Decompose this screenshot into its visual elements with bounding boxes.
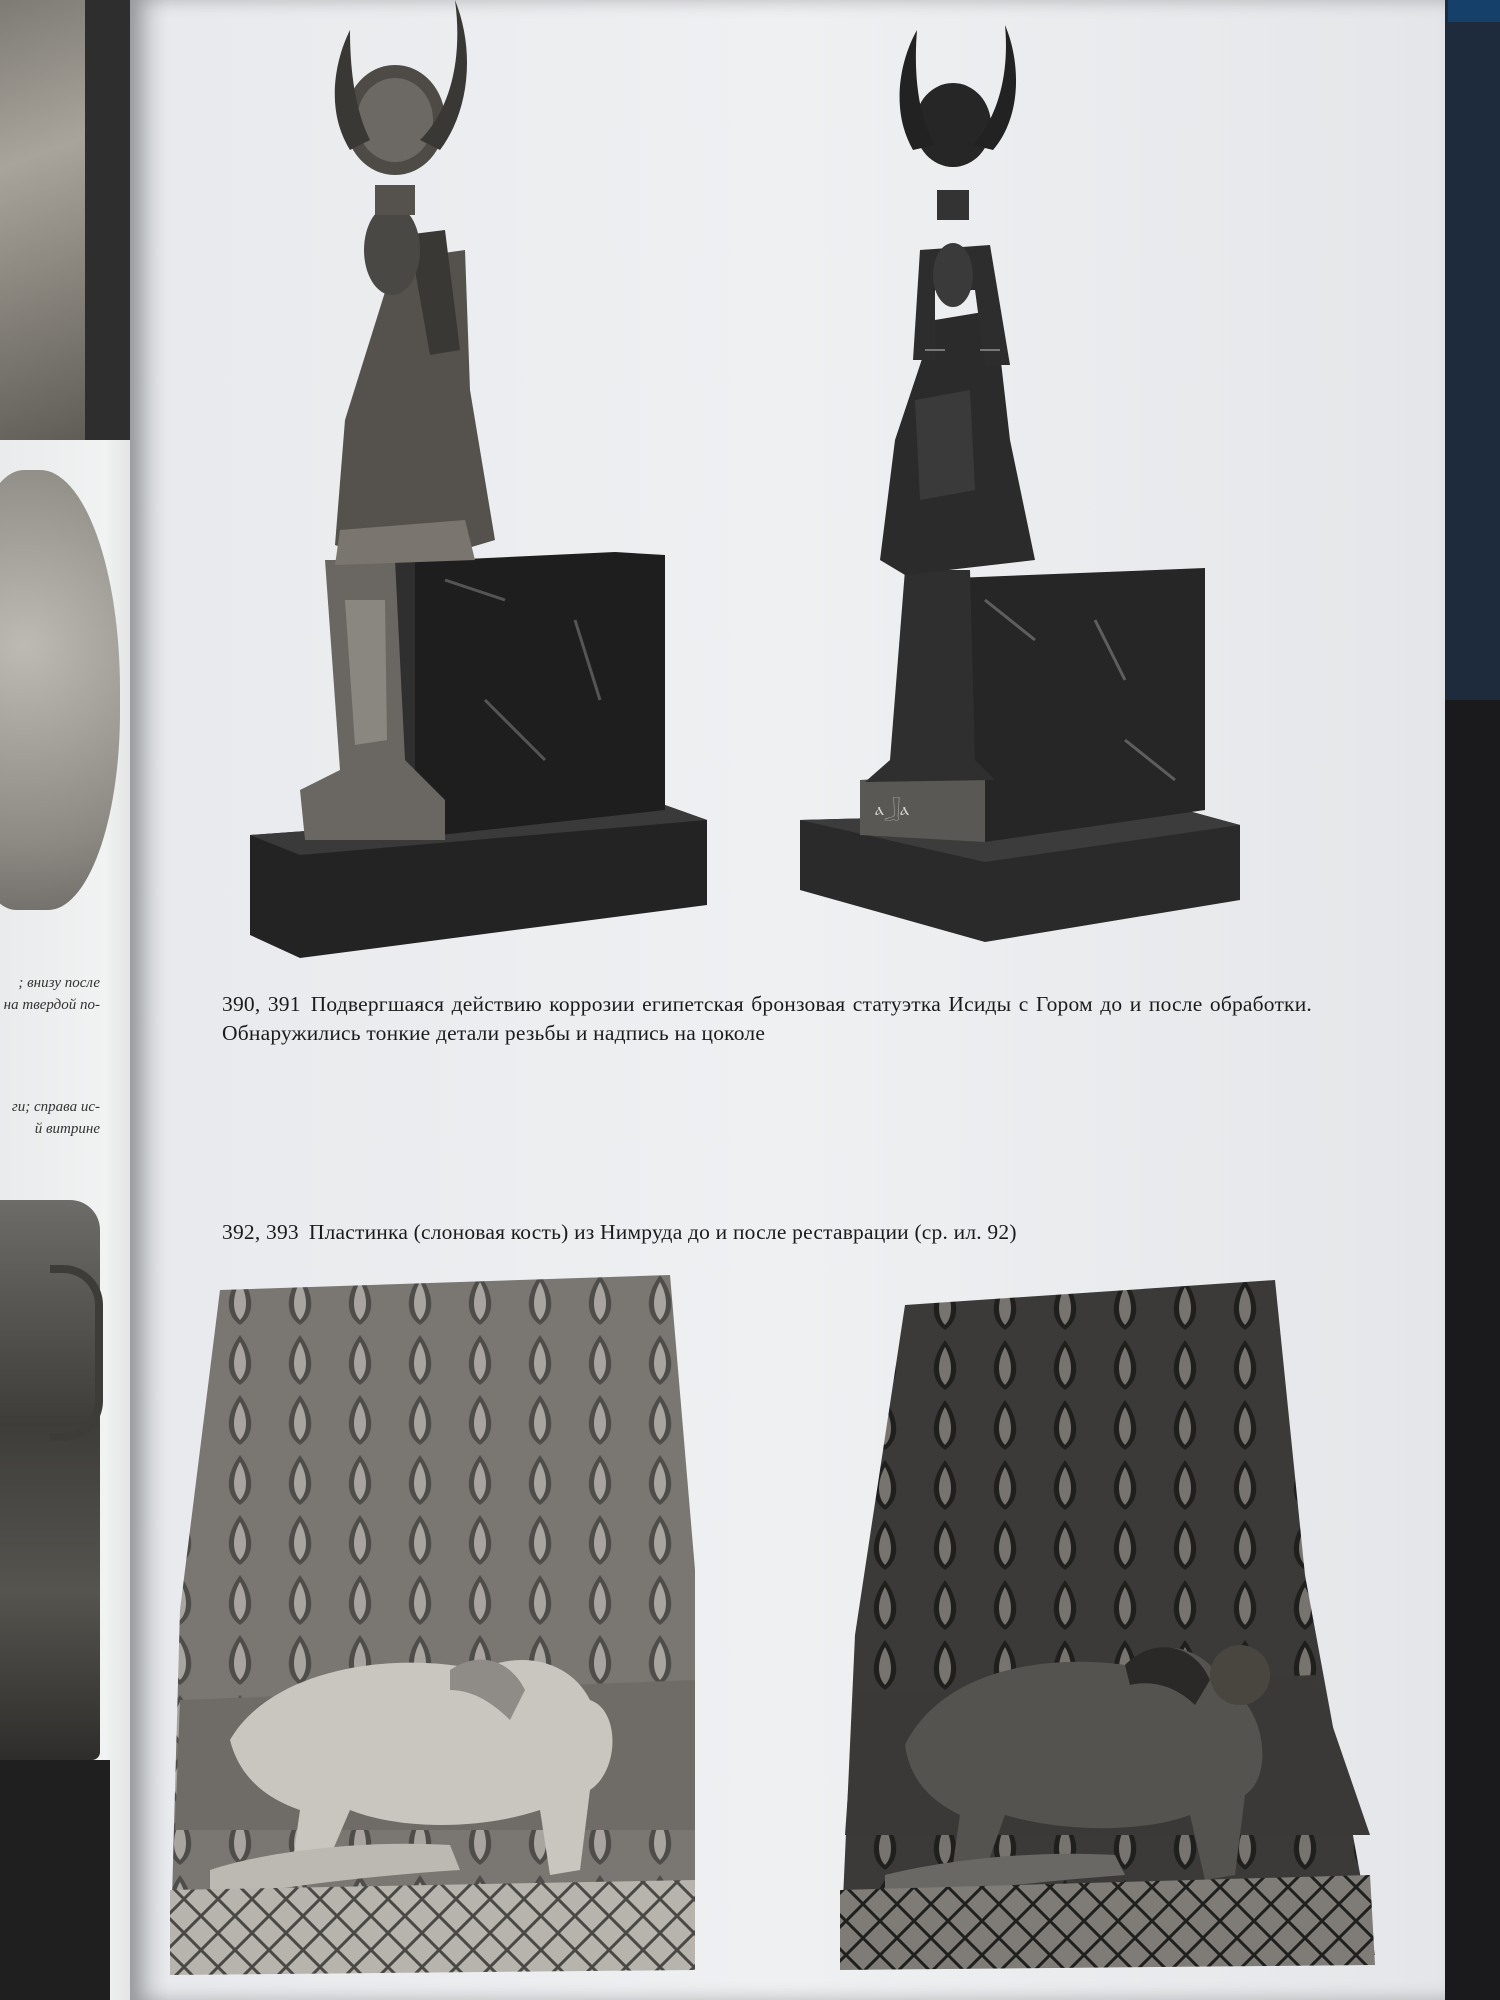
figure-numbers: 390, 391	[222, 992, 301, 1016]
left-page-photo-stone-slab	[0, 0, 130, 440]
svg-text:ⲁ𓃀ⲁ: ⲁ𓃀ⲁ	[875, 799, 910, 820]
background-blue-strip	[1448, 0, 1500, 22]
left-page-caption-2: ги; справа ис- й витрине	[11, 1099, 100, 1137]
caption-figures-390-391	[222, 990, 1312, 1048]
left-page-photo-dark-area	[0, 1760, 110, 2000]
left-page-caption-1: ; внизу после на твердой по-	[3, 975, 100, 1013]
figure-391-statuette-after	[795, 20, 1245, 960]
left-facing-page	[0, 0, 150, 2000]
caption-text: Пластинка (слоновая кость) из Нимруда до и после реставрации (ср. ил. 92)	[308, 1220, 1017, 1244]
caption-text: Подвергшаяся действию коррозии египетская бронзовая статуэтка Исиды с Гором до и после обработки. Обнаружились тонкие детали резьбы и надпись на цоколе	[222, 992, 1312, 1045]
left-page-photo-inscribed-stone	[0, 470, 120, 910]
figure-393-ivory-plaque-after	[795, 1275, 1385, 1975]
figure-numbers: 392, 393	[222, 1220, 299, 1244]
background-dark-object	[1445, 700, 1500, 2000]
caption-figures-392-393	[222, 1218, 1312, 1247]
figure-392-ivory-plaque-before	[150, 1270, 730, 1990]
left-page-vessel-handle	[50, 1265, 103, 1441]
figure-390-statuette-before	[245, 0, 715, 960]
